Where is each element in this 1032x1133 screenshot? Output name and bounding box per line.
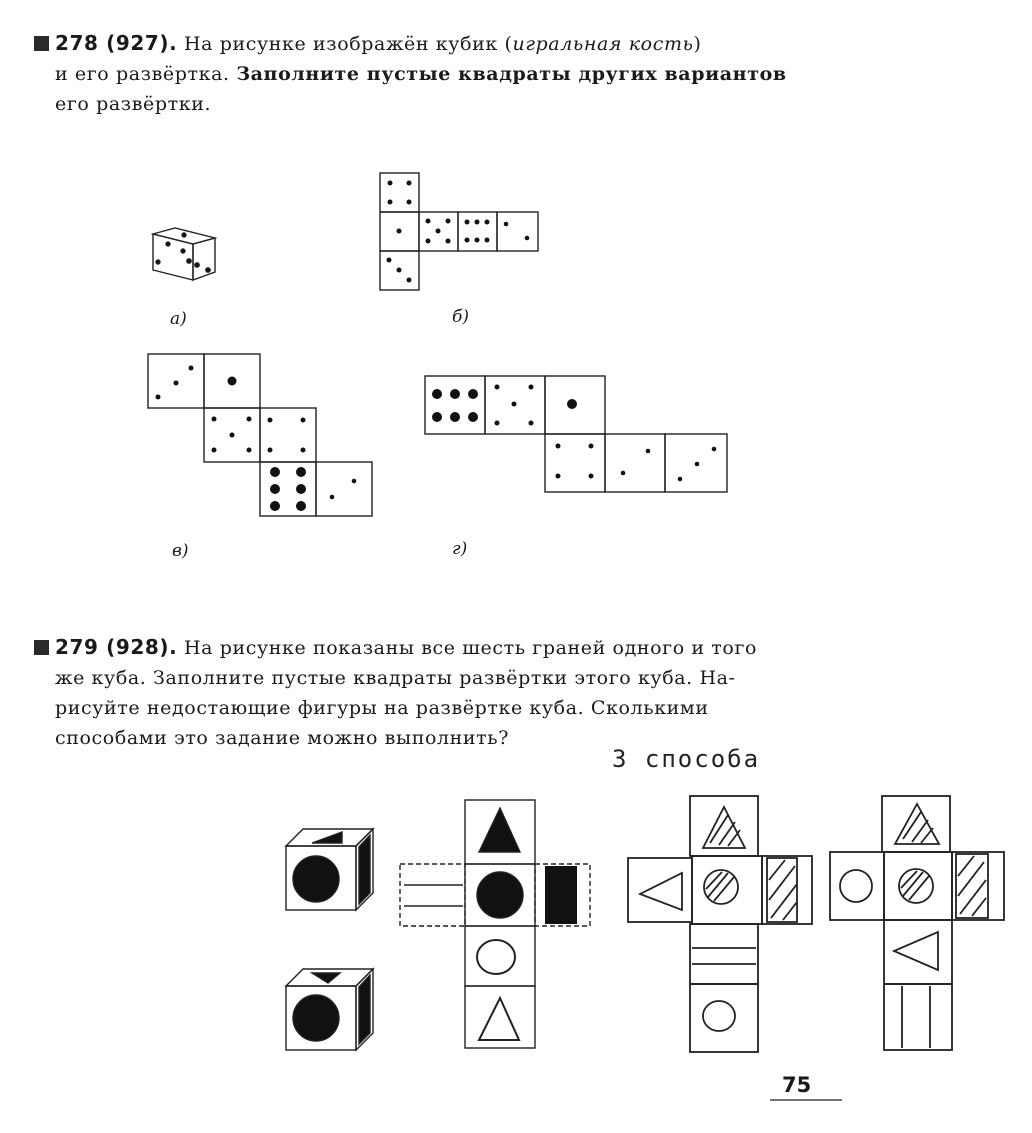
- page-number: 75: [782, 1073, 812, 1097]
- figure-label-a: а): [170, 309, 187, 329]
- handwritten-answer: 3 способа: [612, 745, 761, 773]
- cube-net-solution-1: [628, 796, 812, 1052]
- cube-view-top: [286, 829, 373, 910]
- die-net-v-pips: [156, 366, 357, 512]
- figure-label-v: в): [172, 541, 189, 561]
- die-net-g-pips: [432, 385, 716, 482]
- figure-label-g: г): [452, 539, 468, 559]
- cube-net-given: [400, 800, 590, 1048]
- cube-net-solution-2: [830, 796, 1004, 1050]
- die-3d-figure: [153, 228, 215, 280]
- die-net-b: [380, 173, 538, 290]
- die-net-v: [148, 354, 372, 516]
- problem-279-text: 279 (928). На рисунке показаны все шесть граней одного и того же куба. Заполните пустые квадраты развёртки этого куба. На- рисуйте недостающие фигуры на развёртке куба. Сколькими способами это задание можно выполнить?: [34, 632, 757, 753]
- figure-label-b: б): [452, 307, 470, 327]
- problem-278-text: 278 (927). На рисунке изображён кубик (игральная кость) и его развёртка. Заполните пустые квадраты других вариантов его развёртки.: [34, 28, 787, 119]
- problem-279-number: 279 (928).: [55, 635, 178, 659]
- problem-278-number: 278 (927).: [55, 31, 178, 55]
- cube-view-bottom: [286, 969, 373, 1050]
